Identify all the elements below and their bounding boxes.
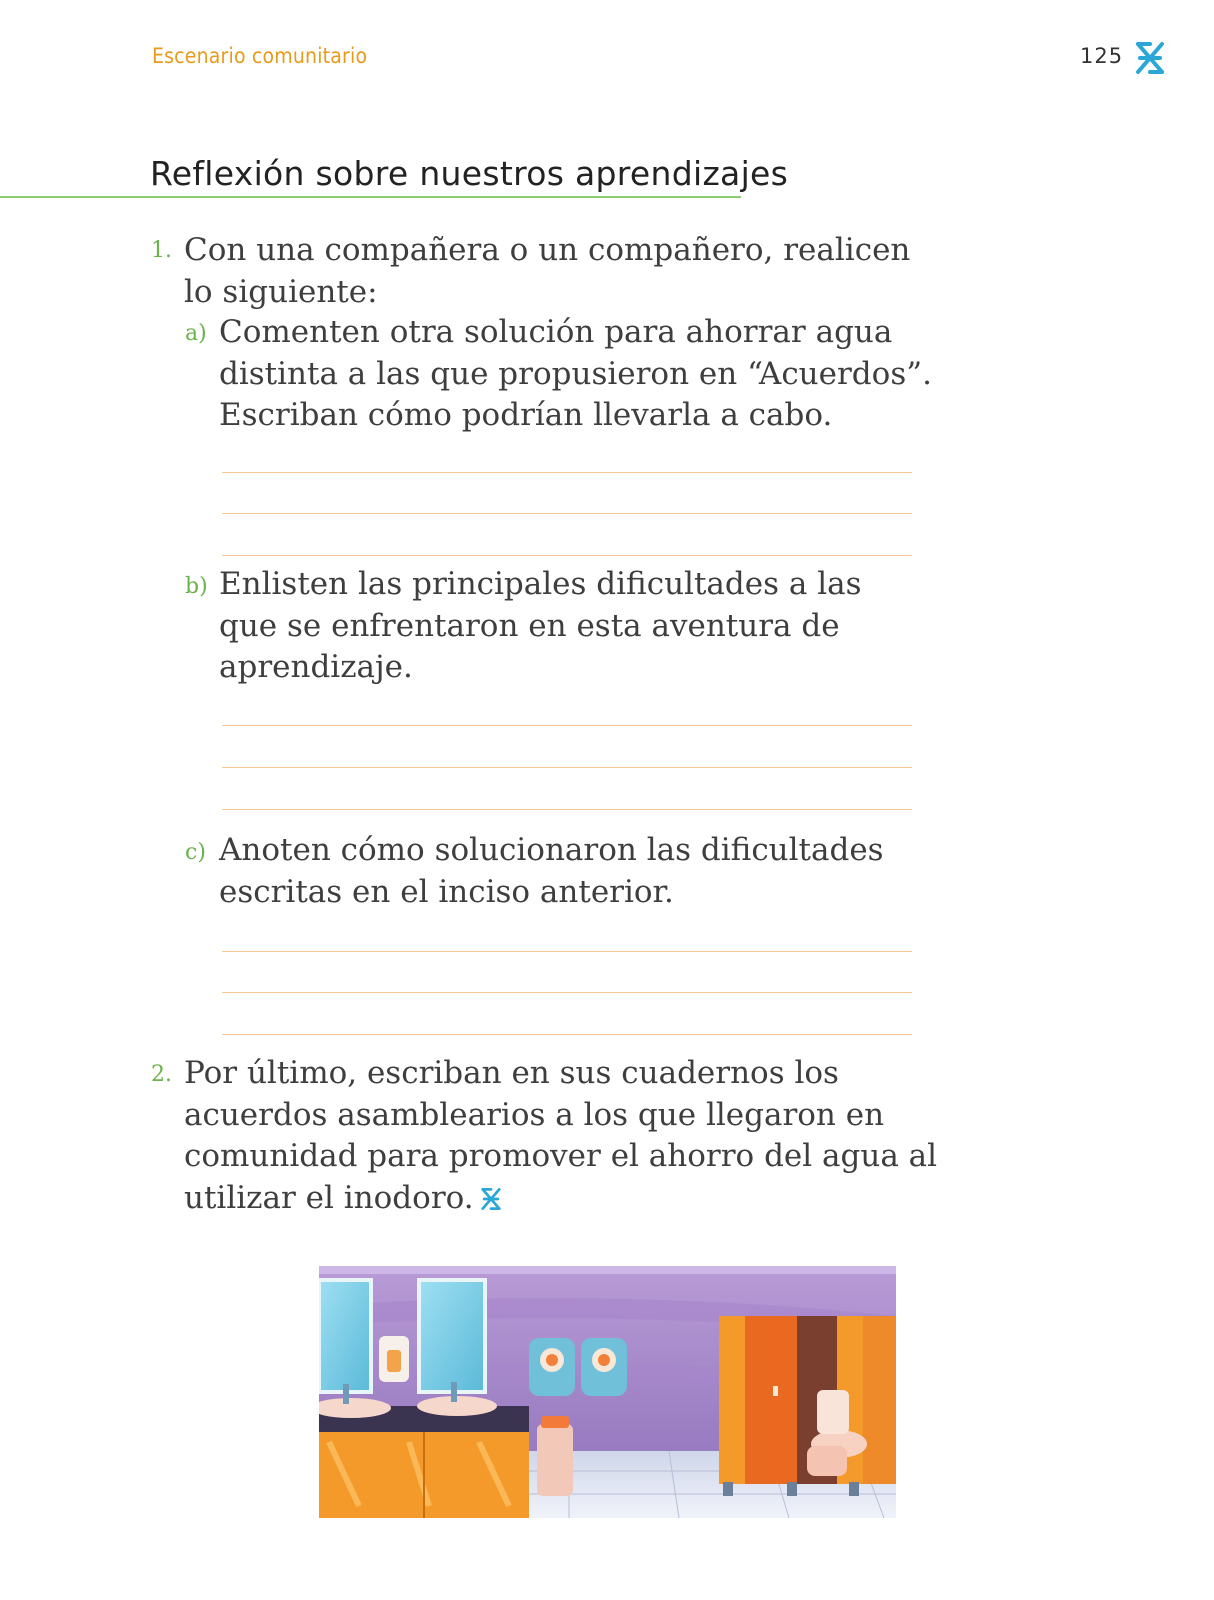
text-line: distinta a las que propusieron en “Acuerdos”. [219, 355, 932, 392]
subitem-letter-c: c) [185, 840, 206, 865]
item-1-text [184, 230, 910, 313]
page-number: 125 [1080, 44, 1124, 68]
answer-line[interactable] [222, 1034, 912, 1035]
cross-knot-icon [480, 1186, 502, 1212]
answer-line[interactable] [222, 513, 912, 514]
text-line: Escriban cómo podrían llevarla a cabo. [219, 397, 833, 433]
answer-line[interactable] [222, 472, 912, 473]
item-2-text [184, 1053, 937, 1219]
text-line: escritas en el inciso anterior. [219, 873, 674, 910]
text-line: lo siguiente: [184, 273, 378, 310]
answer-line[interactable] [222, 951, 912, 952]
answer-line[interactable] [222, 809, 912, 810]
subitem-a-text [219, 312, 932, 437]
subitem-letter-a: a) [185, 321, 207, 346]
text-line: Comenten otra solución para ahorrar agua [219, 314, 893, 350]
cross-knot-icon [1134, 40, 1166, 76]
text-line: Enlisten las principales dificultades a las [219, 566, 862, 602]
answer-line[interactable] [222, 767, 912, 768]
section-header: Escenario comunitario [152, 44, 368, 68]
answer-line[interactable] [222, 555, 912, 556]
answer-line[interactable] [222, 725, 912, 726]
bathroom-illustration [319, 1266, 896, 1518]
text-line: comunidad para promover el ahorro del agua al [184, 1138, 938, 1174]
text-line: que se enfrentaron en esta aventura de [219, 607, 840, 644]
subitem-letter-b: b) [185, 574, 208, 599]
item-number-1: 1. [151, 238, 172, 263]
title-underline [0, 196, 741, 198]
text-line: Por último, escriban en sus cuadernos los [184, 1055, 839, 1091]
text-line: aprendizaje. [219, 649, 413, 685]
text-line-content: utilizar el inodoro. [184, 1179, 474, 1216]
text-line [184, 1178, 937, 1220]
text-line: Con una compañera o un compañero, realicen [184, 232, 911, 268]
subitem-c-text [219, 830, 884, 913]
answer-line[interactable] [222, 992, 912, 993]
page-title: Reflexión sobre nuestros aprendizajes [150, 154, 789, 193]
text-line: Anoten cómo solucionaron las dificultades [219, 832, 884, 868]
subitem-b-text [219, 564, 862, 689]
item-number-2: 2. [151, 1062, 172, 1087]
text-line: acuerdos asamblearios a los que llegaron en [184, 1096, 885, 1133]
